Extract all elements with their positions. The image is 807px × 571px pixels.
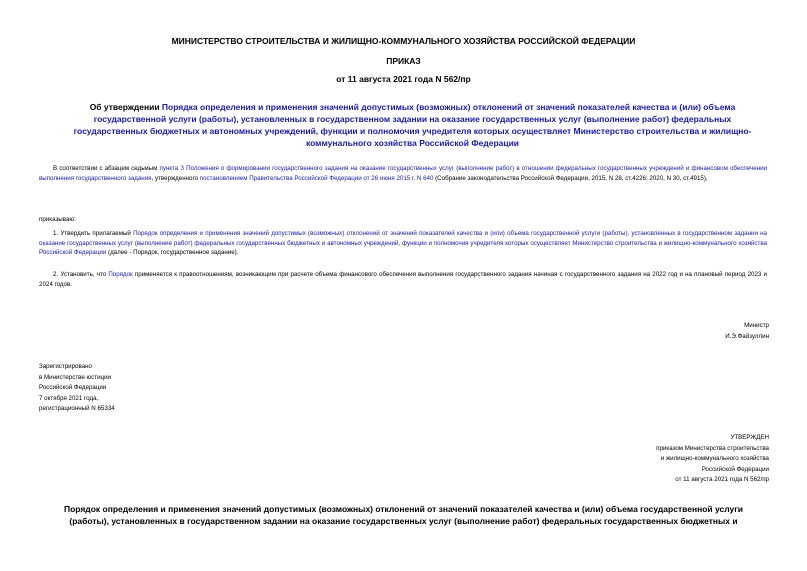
preamble-link-regulation[interactable]: пункта 3 Положения о формировании государственного задания на оказание государственных услуг (выполнение работ) в отношении федеральных государственных учреждений и финансовом обеспечении выполнения государственного задания — [39, 165, 767, 182]
item-1-paragraph — [39, 229, 767, 258]
document-date-number: от 11 августа 2021 года N 562/пр — [336, 74, 471, 84]
registration-line: Российской Федерации — [39, 384, 107, 391]
approval-line: УТВЕРЖДЕН — [730, 434, 769, 441]
registration-block — [39, 362, 115, 415]
registration-line: в Министерстве юстиции — [39, 373, 112, 381]
title-prefix: Об утверждении — [89, 102, 162, 112]
approval-line: от 11 августа 2021 года N 562/пр — [675, 476, 769, 483]
order-word: приказываю: — [39, 216, 76, 223]
preamble-link-resolution[interactable]: постановлением Правительства Российской Федерации от 26 июня 2015 г. N 640 — [199, 174, 434, 182]
approval-line: Российской Федерации — [701, 465, 769, 473]
signature-name: И.Э.Файзуллин — [725, 332, 769, 340]
approval-block — [656, 433, 769, 486]
preamble-text-1: В соответствии с абзацем седьмым — [53, 165, 160, 172]
item-2-text-2: применяется к правоотношениям, возникающим при расчете объема финансового обеспечения выполнения государственного задания начиная с государственного задания на 2022 год и на плановый период 2023 и 2024 годов. — [39, 271, 767, 288]
approval-line: приказом Министерства строительства — [656, 444, 769, 452]
item-1-link[interactable]: Порядок определения и применения значений допустимых (возможных) отклонений от значений показателей качества и (или) объема государственной услуги (работы), установленных в государственном задании на оказание государственных услуг (выполнение работ) федеральных государственных бюджетных и автономных учреждений, функции и полномочия учредителя которых осуществляет Министерство строительства и жилищно-коммунального хозяйства Российской Федерации — [39, 230, 767, 256]
item-1-text-2: (далее - Порядок, государственное задание). — [106, 249, 239, 256]
approval-line: и жилищно-коммунального хозяйства — [660, 455, 769, 462]
procedure-title: Порядок определения и применения значений допустимых (возможных) отклонений от значений показателей качества и (или) объема государственной услуги (работы), установленных в государственном задании на оказание государственных услуг (выполнение работ) федеральных государственных бюджетных и — [63, 504, 744, 526]
preamble-text-2: , утвержденного — [151, 174, 200, 182]
signature-position: Министр — [744, 322, 769, 329]
signature-block — [725, 321, 769, 342]
registration-line: 7 октября 2021 года, — [39, 394, 99, 402]
registration-line: Зарегистрировано — [39, 363, 92, 370]
document-title — [60, 101, 765, 149]
preamble-text-3: (Собрание законодательства Российской Федерации, 2015, N 28, ст.4226; 2020, N 30, ст.4915), — [433, 174, 708, 182]
item-2-paragraph — [39, 270, 767, 289]
item-2-link[interactable]: Порядок — [108, 271, 133, 278]
ministry-header: МИНИСТЕРСТВО СТРОИТЕЛЬСТВА И ЖИЛИЩНО-КОММУНАЛЬНОГО ХОЗЯЙСТВА РОССИЙСКОЙ ФЕДЕРАЦИИ — [171, 36, 636, 46]
item-1-text-1: 1. Утвердить прилагаемый — [53, 230, 134, 237]
preamble-paragraph — [39, 164, 767, 183]
title-link[interactable]: Порядка определения и применения значений допустимых (возможных) отклонений от значений показателей качества и (или) объема государственной услуги (работы), установленных в государственном задании на оказание государственных услуг (выполнение работ) федеральных государственных бюджетных и автономных учреждений, функции и полномочия учредителя которых осуществляет Министерство строительства и жилищно-коммунального хозяйства Российской Федерации — [73, 102, 752, 148]
document-type: ПРИКАЗ — [386, 56, 421, 66]
item-2-text-1: 2. Установить, что — [53, 271, 109, 278]
registration-line: регистрационный N 65334 — [39, 405, 115, 412]
